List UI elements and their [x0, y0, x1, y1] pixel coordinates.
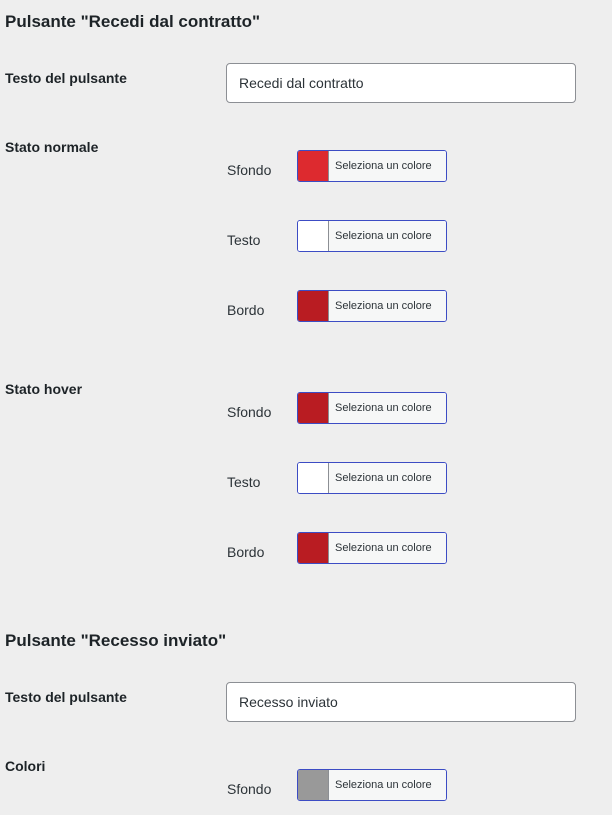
color-swatch	[298, 291, 329, 321]
button-text-label: Testo del pulsante	[5, 70, 127, 86]
color-label-testo: Testo	[227, 474, 261, 490]
hover-border-color-picker[interactable]	[297, 532, 447, 564]
color-swatch	[298, 151, 329, 181]
section-title-recesso-inviato: Pulsante "Recesso inviato"	[5, 631, 227, 650]
section-title-recedi: Pulsante "Recedi dal contratto"	[5, 12, 261, 31]
normal-border-color-picker[interactable]	[297, 290, 447, 322]
hover-background-color-picker[interactable]	[297, 392, 447, 424]
select-color-button-label: Seleziona un colore	[329, 221, 446, 251]
color-label-testo: Testo	[227, 232, 261, 248]
color-swatch	[298, 221, 329, 251]
button-text-input-recesso[interactable]	[226, 682, 576, 722]
select-color-button-label: Seleziona un colore	[329, 463, 446, 493]
button-text-label: Testo del pulsante	[5, 689, 127, 705]
normal-text-color-picker[interactable]	[297, 220, 447, 252]
select-color-button-label: Seleziona un colore	[329, 770, 446, 800]
select-color-button-label: Seleziona un colore	[329, 291, 446, 321]
color-swatch	[298, 393, 329, 423]
normal-background-color-picker[interactable]	[297, 150, 447, 182]
color-label-sfondo: Sfondo	[227, 404, 272, 420]
hover-state-label: Stato hover	[5, 381, 83, 397]
color-swatch	[298, 463, 329, 493]
color-label-bordo: Bordo	[227, 302, 265, 318]
select-color-button-label: Seleziona un colore	[329, 533, 446, 563]
colors-label: Colori	[5, 758, 46, 774]
color-swatch	[298, 770, 329, 800]
color-label-sfondo: Sfondo	[227, 781, 272, 797]
hover-text-color-picker[interactable]	[297, 462, 447, 494]
select-color-button-label: Seleziona un colore	[329, 151, 446, 181]
button-text-input-recedi[interactable]	[226, 63, 576, 103]
select-color-button-label: Seleziona un colore	[329, 393, 446, 423]
color-label-sfondo: Sfondo	[227, 162, 272, 178]
color-swatch	[298, 533, 329, 563]
color-label-bordo: Bordo	[227, 544, 265, 560]
sent-background-color-picker[interactable]	[297, 769, 447, 801]
normal-state-label: Stato normale	[5, 139, 99, 155]
